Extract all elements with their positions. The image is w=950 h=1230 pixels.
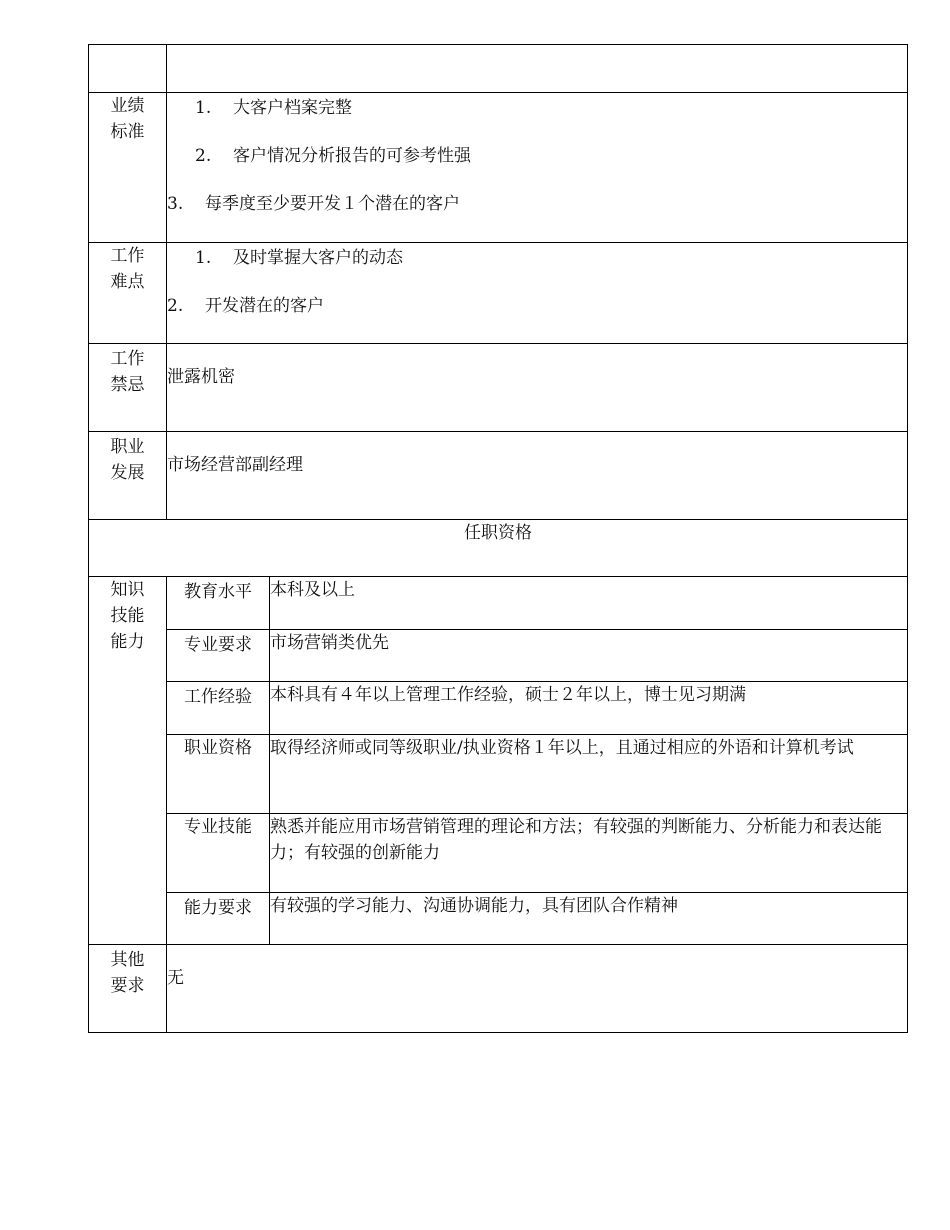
- job-description-table: [88, 44, 908, 1033]
- major-label: 专业要求: [167, 630, 270, 682]
- difficulty-content: [167, 243, 908, 344]
- taboo-label: 工作 禁忌: [89, 344, 167, 432]
- performance-label: 业绩 标准: [89, 93, 167, 243]
- ability-value: 有较强的学习能力、沟通协调能力，具有团队合作精神: [270, 893, 908, 945]
- table-row: [89, 735, 908, 814]
- qualifications-title: 任职资格: [89, 520, 908, 577]
- skills-label: 专业技能: [167, 814, 270, 893]
- difficulty-row: [89, 243, 908, 344]
- knowledge-label: 知识 技能 能力: [89, 577, 167, 945]
- experience-label: 工作经验: [167, 682, 270, 735]
- difficulty-label: 工作 难点: [89, 243, 167, 344]
- career-row: [89, 432, 908, 520]
- experience-value: 本科具有４年以上管理工作经验，硕士２年以上，博士见习期满: [270, 682, 908, 735]
- list-item: 3. 每季度至少要开发１个潜在的客户: [167, 194, 460, 214]
- table-row: [89, 814, 908, 893]
- certification-value: 取得经济师或同等级职业/执业资格１年以上，且通过相应的外语和计算机考试: [270, 735, 908, 814]
- empty-header-row: [89, 45, 908, 93]
- empty-content-cell: [167, 45, 908, 93]
- list-item: 1. 大客户档案完整: [195, 98, 352, 118]
- skills-value: 熟悉并能应用市场营销管理的理论和方法；有较强的判断能力、分析能力和表达能力；有较强的创新能力: [270, 814, 908, 893]
- major-value: 市场营销类优先: [270, 630, 908, 682]
- table-row: [89, 577, 908, 630]
- education-value: 本科及以上: [270, 577, 908, 630]
- table-row: [89, 893, 908, 945]
- performance-row: [89, 93, 908, 243]
- performance-content: [167, 93, 908, 243]
- taboo-row: [89, 344, 908, 432]
- list-item: 1. 及时掌握大客户的动态: [195, 248, 403, 268]
- career-content: 市场经营部副经理: [167, 432, 908, 520]
- list-item: 2. 客户情况分析报告的可参考性强: [195, 146, 471, 166]
- list-item: 2. 开发潜在的客户: [167, 296, 324, 316]
- education-label: 教育水平: [167, 577, 270, 630]
- ability-label: 能力要求: [167, 893, 270, 945]
- other-label: 其他 要求: [89, 945, 167, 1033]
- career-label: 职业 发展: [89, 432, 167, 520]
- other-content: 无: [167, 945, 908, 1033]
- qualifications-header-row: [89, 520, 908, 577]
- other-row: [89, 945, 908, 1033]
- table-row: [89, 630, 908, 682]
- table-row: [89, 682, 908, 735]
- empty-label-cell: [89, 45, 167, 93]
- taboo-content: 泄露机密: [167, 344, 908, 432]
- certification-label: 职业资格: [167, 735, 270, 814]
